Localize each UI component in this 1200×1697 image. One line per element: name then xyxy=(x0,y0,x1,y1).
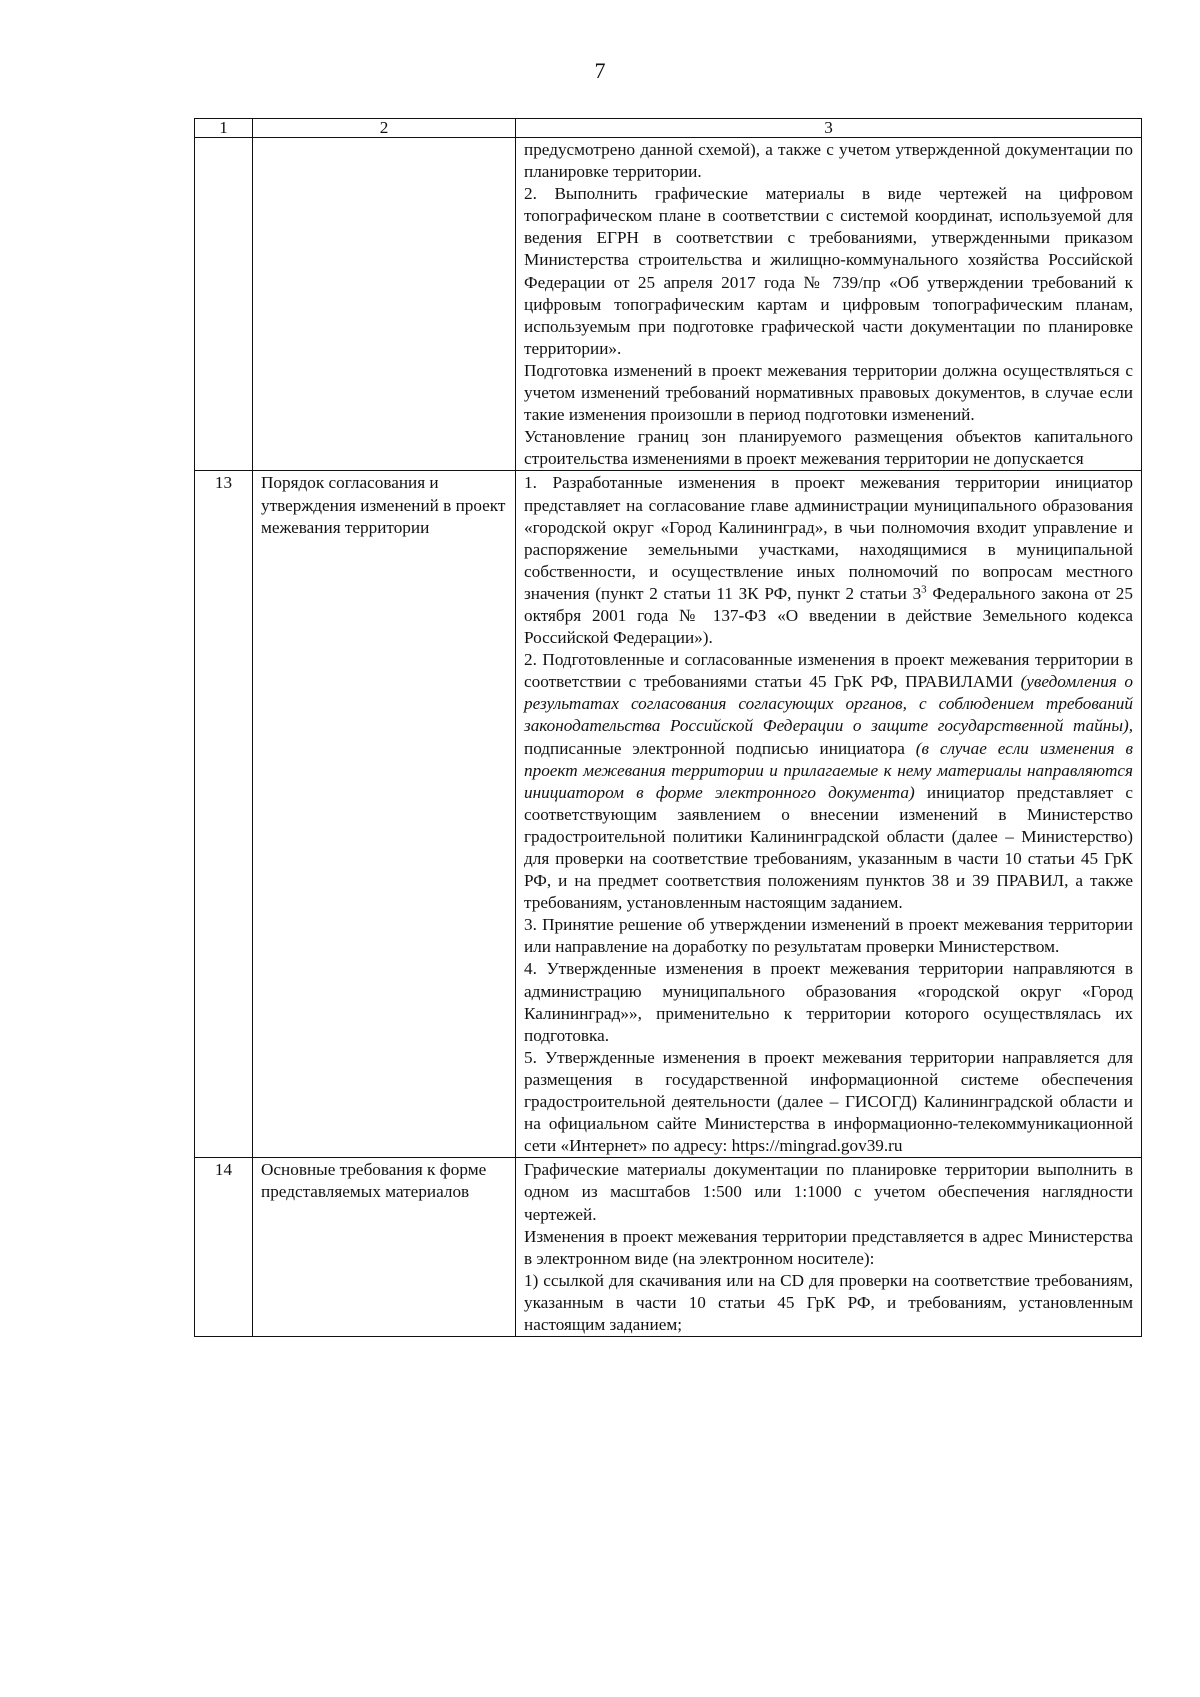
row-content xyxy=(516,138,1142,471)
paragraph: 1) ссылкой для скачивания или на CD для проверки на соответствие требованиям, указанным в части 10 статьи 45 ГрК РФ, и требованиям, установленным настоящим заданием; xyxy=(524,1270,1133,1334)
paragraph-text: Федерального закона от 25 октября 2001 года № 137-ФЗ «О введении в действие Земельного кодекса Российской Федерации»). xyxy=(524,583,1133,648)
paragraph: Изменения в проект межевания территории представляется в адрес Министерства в электронном виде (на электронном носителе): xyxy=(524,1226,1133,1268)
table-row xyxy=(195,138,1142,471)
row-content xyxy=(516,471,1142,1158)
paragraph xyxy=(524,472,1133,649)
paragraph-text: 2. Подготовленные и согласованные изменения в проект межевания территории в соответствии с требованиями статьи 45 ГрК РФ, ПРАВИЛАМИ xyxy=(524,650,1133,692)
page-number: 7 xyxy=(594,58,606,83)
paragraph: 3. Принятие решение об утверждении изменений в проект межевания территории или направление на доработку по результатам проверки Министерством. xyxy=(524,915,1133,957)
paragraph-text: 1. Разработанные изменения в проект межевания территории инициатор представляет на согласование главе администрации муниципального образования «городской округ «Город Калининград», в чьи полномочия входит управление и распоряжение земельными участками, находящимися в муниципальной собственности, и осуществление иных полномочий по вопросам местного значения (пункт 2 статьи 11 ЗК РФ, пункт 2 статьи 3 xyxy=(524,473,1133,603)
superscript: 3 xyxy=(921,583,927,596)
paragraph: 2. Выполнить графические материалы в виде чертежей на цифровом топографическом плане в соответствии с системой координат, используемой для ведения ЕГРН в соответствии с требованиями, утвержденными приказом Министерства строительства и жилищно-коммунального хозяйства Российской Федерации от 25 апреля 2017 года № 739/пр «Об утверждении требований к цифровым топографическим картам и цифровым топографическим планам, используемым при подготовке графической части документации по планировке территории». xyxy=(524,184,1133,358)
paragraph-text: инициатор представляет с соответствующим заявлением о внесении изменений в Министерство градостроительной политики Калининградской области (далее – Министерство) для проверки на соответствие требованиям, указанным в части 10 статьи 45 ГрК РФ, и на предмет соответствия положениям пунктов 38 и 39 ПРАВИЛ, а также требованиям, установленным настоящим заданием. xyxy=(524,782,1133,913)
italic-text: (уведомления о результатах согласования согласующих органов, с соблюдением требований законодательства Российской Федерации о защите государственной тайны), xyxy=(524,672,1133,736)
table-header-row xyxy=(195,119,1142,138)
table-row xyxy=(195,471,1142,1158)
row-content xyxy=(516,1158,1142,1337)
paragraph: 5. Утвержденные изменения в проект межевания территории направляется для размещения в государственной информационной системе обеспечения градостроительной деятельности (далее – ГИСОГД) Калининградской области и на официальном сайте Министерства в информационно-телекоммуникационной сети «Интернет» по адресу: https://mingrad.gov39.ru xyxy=(524,1047,1133,1156)
paragraph xyxy=(524,649,1133,914)
row-title: Основные требования к форме представляемых материалов xyxy=(253,1158,516,1337)
paragraph: 4. Утвержденные изменения в проект межевания территории направляются в администрацию муниципального образования «городской округ «Город Калининград»», применительно к территории которого осуществлялась их подготовка. xyxy=(524,959,1133,1045)
header-col-3: 3 xyxy=(516,119,1142,138)
paragraph: предусмотрено данной схемой), а также с учетом утвержденной документации по планировке территории. xyxy=(524,140,1133,182)
row-title: Порядок согласования и утверждения изменений в проект межевания территории xyxy=(253,471,516,1158)
row-number xyxy=(195,138,253,471)
paragraph: Подготовка изменений в проект межевания территории должна осуществляться с учетом изменений требований нормативных правовых документов, в случае если такие изменения произошли в период подготовки изменений. xyxy=(524,360,1133,425)
requirements-table xyxy=(194,118,1142,1337)
table-row xyxy=(195,1158,1142,1337)
paragraph-text: подписанные электронной подписью инициатора xyxy=(524,738,916,758)
row-number: 13 xyxy=(195,471,253,1158)
italic-text: (в случае если изменения в проект межевания территории и прилагаемые к нему материалы направляются инициатором в форме электронного документа) xyxy=(524,738,1133,802)
paragraph: Графические материалы документации по планировке территории выполнить в одном из масштабов 1:500 или 1:1000 с учетом обеспечения наглядности чертежей. xyxy=(524,1160,1133,1224)
header-col-2: 2 xyxy=(253,119,516,138)
paragraph: Установление границ зон планируемого размещения объектов капитального строительства изменениями в проект межевания территории не допускается xyxy=(524,427,1133,469)
row-title xyxy=(253,138,516,471)
row-number: 14 xyxy=(195,1158,253,1337)
header-col-1: 1 xyxy=(195,119,253,138)
